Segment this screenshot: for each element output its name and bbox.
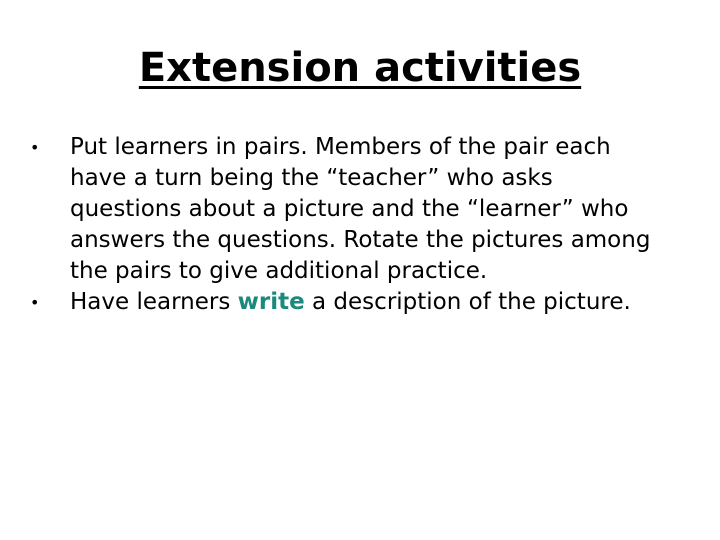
highlighted-word: write [237, 289, 305, 315]
slide-title [0, 40, 720, 96]
bullet-text: Put learners in pairs. Members of the pair each have a turn being the “teacher” who asks questions about a picture and the “learner” who answers the questions. Rotate the pictures among the pairs to give additional practice. [70, 134, 651, 284]
bullet-item [30, 132, 670, 287]
bullet-text-end: a description of the picture. [304, 289, 631, 315]
bullet-item [30, 287, 670, 318]
bullet-icon: • [30, 138, 40, 157]
slide-title-text: Extension activities [138, 45, 582, 91]
bullet-icon: • [30, 293, 40, 312]
bullet-text-start: Have learners [70, 289, 238, 315]
bullet-list [30, 132, 670, 318]
